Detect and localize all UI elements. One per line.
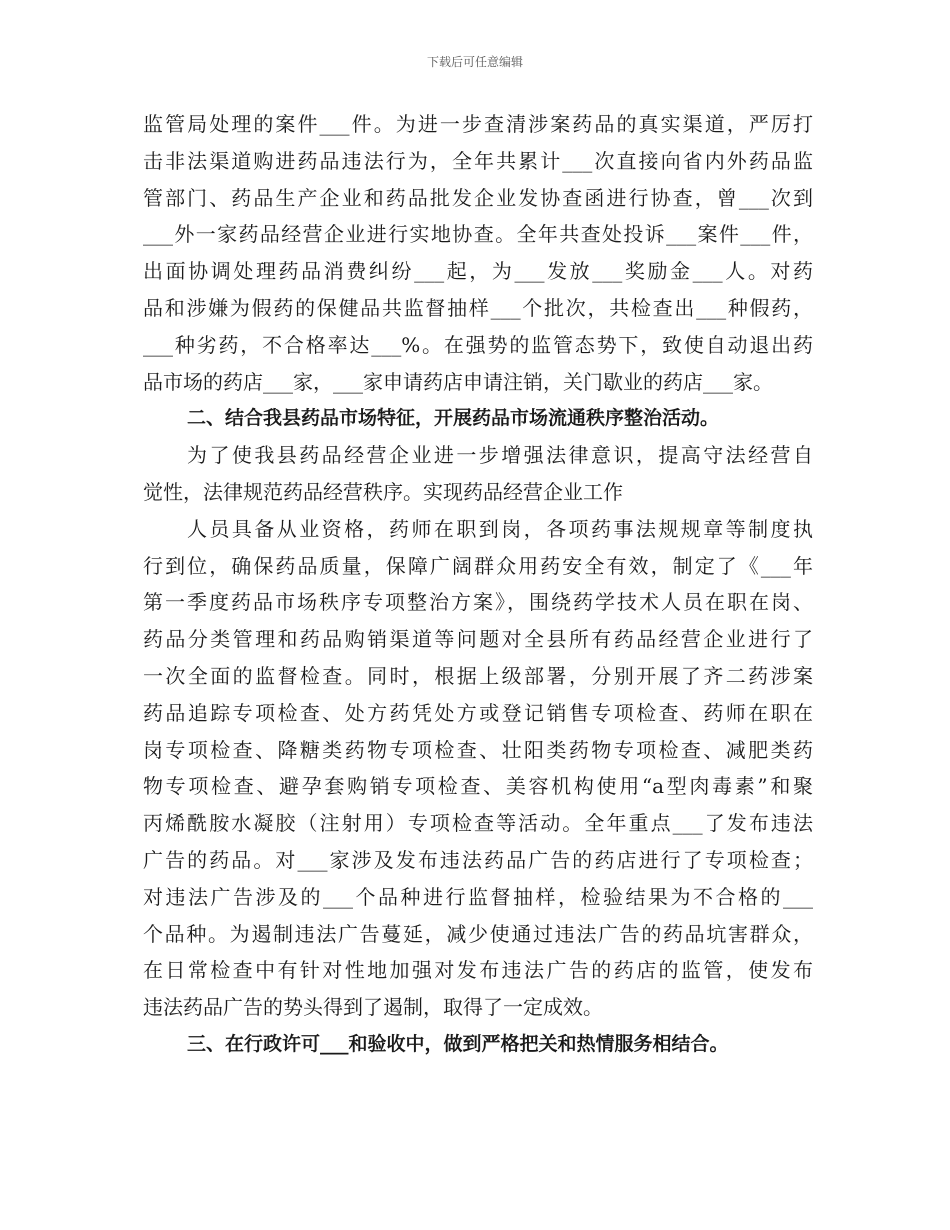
text-line: 药品追踪专项检查、处方药凭处方或登记销售专项检查、药师在职在 xyxy=(143,700,813,725)
text-line: ___外一家药品经营企业进行实地协查。全年共查处投诉___案件___件， xyxy=(143,222,813,247)
text-line: 对违法广告涉及的___个品种进行监督抽样，检验结果为不合格的___ xyxy=(143,884,813,909)
text-line: 出面协调处理药品消费纠纷___起，为___发放___奖励金___人。对药 xyxy=(143,259,813,284)
text-line: 药品分类管理和药品购销渠道等问题对全县所有药品经营企业进行了 xyxy=(143,627,813,652)
text-line: 在日常检查中有针对性地加强对发布违法广告的药店的监管，使发布 xyxy=(143,958,813,983)
text-line: 个品种。为遏制违法广告蔓延，减少使通过违法广告的药品坑害群众， xyxy=(143,921,813,946)
text-line: 击非法渠道购进药品违法行为，全年共累计___次直接向省内外药品监 xyxy=(143,148,813,173)
section-heading-2: 二、结合我县药品市场特征，开展药品市场流通秩序整治活动。 xyxy=(187,407,720,430)
page-header: 下载后可任意编辑 xyxy=(426,55,523,69)
text-line: 觉性，法律规范药品经营秩序。实现药品经营企业工作 xyxy=(143,479,623,504)
text-line: 物专项检查、避孕套购销专项检查、美容机构使用“a型肉毒素”和聚 xyxy=(143,774,813,799)
text-line: 丙烯酰胺水凝胶（注射用）专项检查等活动。全年重点___了发布违法 xyxy=(143,811,813,836)
text-line: ___种劣药，不合格率达___%。在强势的监管态势下，致使自动退出药 xyxy=(143,332,813,357)
paragraph-inspection-activities xyxy=(143,511,813,1026)
text-line: 人员具备从业资格，药师在职到岗，各项药事法规规章等制度执 xyxy=(187,516,813,541)
paragraph-legal-awareness xyxy=(143,437,813,511)
text-line: 监管局处理的案件___件。为进一步查清涉案药品的真实渠道，严厉打 xyxy=(143,112,813,136)
text-line: 广告的药品。对___家涉及发布违法药品广告的药店进行了专项检查； xyxy=(143,847,813,872)
text-line: 品市场的药店___家，___家申请药店申请注销，关门歇业的药店___家。 xyxy=(143,369,773,394)
text-line: 第一季度药品市场秩序专项整治方案》，围绕药学技术人员在职在岗、 xyxy=(143,590,813,615)
section-heading-3: 三、在行政许可___和验收中，做到严格把关和热情服务相结合。 xyxy=(187,1032,729,1055)
text-line: 品和涉嫌为假药的保健品共监督抽样___个批次，共检查出___种假药， xyxy=(143,295,813,320)
text-line: 一次全面的监督检查。同时，根据上级部署，分别开展了齐二药涉案 xyxy=(143,663,813,688)
text-line: 管部门、药品生产企业和药品批发企业发协查函进行协查，曾___次到 xyxy=(143,185,813,210)
text-line: 岗专项检查、降糖类药物专项检查、壮阳类药物专项检查、减肥类药 xyxy=(143,737,813,762)
text-line: 行到位，确保药品质量，保障广阔群众用药安全有效，制定了《___年 xyxy=(143,553,813,578)
text-line: 为了使我县药品经营企业进一步增强法律意识，提高守法经营自 xyxy=(187,443,813,468)
document-body xyxy=(143,106,813,1063)
paragraph-case-handling xyxy=(143,106,813,400)
text-line: 违法药品广告的势头得到了遏制，取得了一定成效。 xyxy=(143,995,603,1020)
